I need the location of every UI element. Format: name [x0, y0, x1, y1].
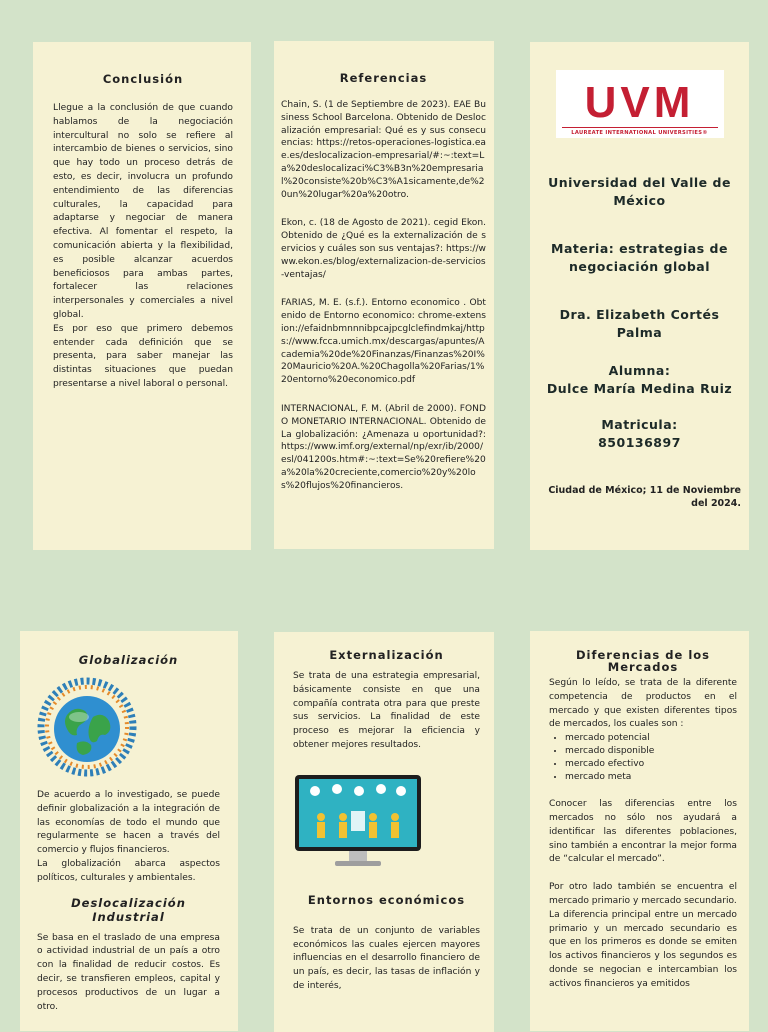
- teacher-name: Dra. Elizabeth Cortés Palma: [559, 307, 720, 340]
- references-list: [281, 99, 486, 493]
- university-name: Universidad del Valle de México: [548, 175, 731, 208]
- globalization-body: [37, 789, 220, 886]
- economic-environments-body: [293, 925, 480, 994]
- monitor-stand: [349, 851, 367, 861]
- list-item: • mercado meta: [565, 771, 737, 784]
- list-item: • mercado potencial: [565, 732, 737, 745]
- conclusion-title: Conclusión: [102, 72, 184, 86]
- cover-panel: [530, 42, 749, 550]
- reference-item: INTERNACIONAL, F. M. (Abril de 2000). FONDO MONETARIO INTERNACIONAL. Obtenido de La globalización: ¿Amenaza u oportunidad?: https://www.imf.org/external/np/exr/ib/2000/esl/041200s.htm#:~:text=Se%20refiere%20a%20la%20creciente,comercio%20y%20los%20flujos%20financieros.: [281, 403, 486, 491]
- student-label: Alumna:: [608, 363, 671, 378]
- markets-paragraph-4: La diferencia principal entre un mercado primario y un mercado secundario es que en los primeros es donde se emiten los activos financieros y los segundos es donde se negocian e intercambian los activos financieros ya emitidos: [549, 909, 737, 989]
- globalization-panel: [20, 631, 238, 1031]
- subject: Materia: estrategias de negociación global: [551, 241, 728, 274]
- globalization-paragraph-1: De acuerdo a lo investigado, se puede definir globalización a la integración de las economías de todo el mundo que regularmente se hacen a través del comercio y flujos financieros.: [37, 790, 220, 856]
- computer-network-illustration: [293, 773, 423, 873]
- conclusion-paragraph-1: Llegue a la conclusión de que cuando hablamos de la negociación intercultural no solo se refiere al intercambio de bienes o servicios, sino que hay todo un proceso detrás de esto, es decir, involucra un profundo entendimiento de las diferencias culturales, la capacidad para adaptarse y negociar de manera efectiva. Al fomentar el respeto, la comunicación abierta y la flexibilidad, es posible alcanzar acuerdos beneficiosos para ambas partes, fortalecer las relaciones interpersonales y comerciales a nivel global.: [53, 103, 233, 320]
- globalization-title: Globalización: [78, 653, 179, 667]
- conclusion-paragraph-2: Es por eso que primero debemos entender cada definición que se presenta, para saber manejar las distintas situaciones que puedan presentarse a nivel laboral o personal.: [53, 323, 233, 389]
- markets-body: [549, 677, 737, 732]
- list-item: • mercado disponible: [565, 745, 737, 758]
- externalization-title: Externalización: [329, 648, 444, 662]
- uvm-logo: [556, 70, 724, 138]
- economic-environments-paragraph: Se trata de un conjunto de variables económicos las cuales ejercen mayores influencias en el desarrollo financiero de un país, es decir, las tasas de inflación y de interés,: [293, 925, 480, 991]
- delocalization-body: [37, 932, 220, 1015]
- matricula-value: 850136897: [598, 435, 681, 450]
- markets-paragraph-3: Por otro lado también se encuentra el mercado primario y mercado secundario.: [549, 882, 737, 906]
- markets-panel: [530, 631, 749, 1031]
- logo-wordmark: UVM: [584, 78, 695, 127]
- reference-item: Chain, S. (1 de Septiembre de 2023). EAE Business School Barcelona. Obtenido de Deslocalización empresarial: Qué es y sus consecuencias: https://retos-operaciones-logistica.eae.es/deslocalizacion-empresarial/#:~:text=La%20deslocalizaci%C3%B3n%20empresarial%20consiste%20b%C3%A1sicamente,de%20un%20lugar%20a%20otro.: [281, 100, 486, 200]
- markets-paragraph-1: Según lo leído, se trata de la diferente competencia de productos en el mercado y que existen diferentes tipos de mercados, los cuales son :: [549, 678, 737, 730]
- externalization-panel: [274, 632, 494, 1032]
- externalization-paragraph: Se trata de una estrategia empresarial, básicamente consiste en que una compañía contrata otra para que preste sus servicios. La finalidad de este proceso es mejorar la eficiencia y obtener mejores resultados.: [293, 671, 480, 750]
- markets-list: [549, 732, 737, 784]
- delocalization-paragraph: Se basa en el traslado de una empresa o actividad industrial de un país a otro con la finalidad de reducir costos. Es decir, se transfieren empleos, capital y procesos productivos de un lugar a otro.: [37, 932, 220, 1012]
- matricula-label: Matricula:: [601, 417, 678, 432]
- conclusion-panel: [33, 42, 251, 550]
- monitor-base: [335, 861, 381, 866]
- list-item: • mercado efectivo: [565, 758, 737, 771]
- markets-body-2: [549, 798, 737, 991]
- markets-paragraph-2: Conocer las diferencias entre los mercados no sólo nos ayudará a identificar las diferentes poblaciones, sino también a encontrar la mejor forma de “calcular el mercado”.: [549, 799, 737, 865]
- globalization-paragraph-2: La globalización abarca aspectos políticos, culturales y ambientales.: [37, 858, 220, 883]
- logo-tagline: LAUREATE INTERNATIONAL UNIVERSITIES®: [571, 130, 708, 136]
- place-date: Ciudad de México; 11 de Noviembre del 2024.: [548, 485, 741, 509]
- globe-people-illustration: [37, 677, 137, 777]
- logo-divider: [562, 127, 718, 128]
- student-name: Dulce María Medina Ruiz: [546, 381, 733, 396]
- reference-item: FARIAS, M. E. (s.f.). Entorno economico . Obtenido de Entorno economico: chrome-extension://efaidnbmnnnibpcajpcglclefindmkaj/https://www.fcca.umich.mx/descargas/apuntes/Academia%20de%20Finanzas/Finanzas%20I%20Mauricio%20A.%20Chagolla%20Farias/1%20entorno%20economico.pdf: [281, 298, 486, 386]
- externalization-body: [293, 670, 480, 753]
- conclusion-body: [53, 102, 233, 392]
- markets-title: Diferencias de los Mercados: [575, 648, 711, 674]
- delocalization-title: Deslocalización Industrial: [71, 895, 186, 924]
- reference-item: Ekon, c. (18 de Agosto de 2021). cegid Ekon. Obtenido de ¿Qué es la externalización de servicios y cuáles son sus ventajas?: https://www.ekon.es/blog/externalizacion-de-servicios-ventajas/: [281, 218, 486, 280]
- economic-environments-title: Entornos económicos: [307, 892, 466, 907]
- references-title: Referencias: [339, 71, 428, 85]
- references-panel: [274, 41, 494, 549]
